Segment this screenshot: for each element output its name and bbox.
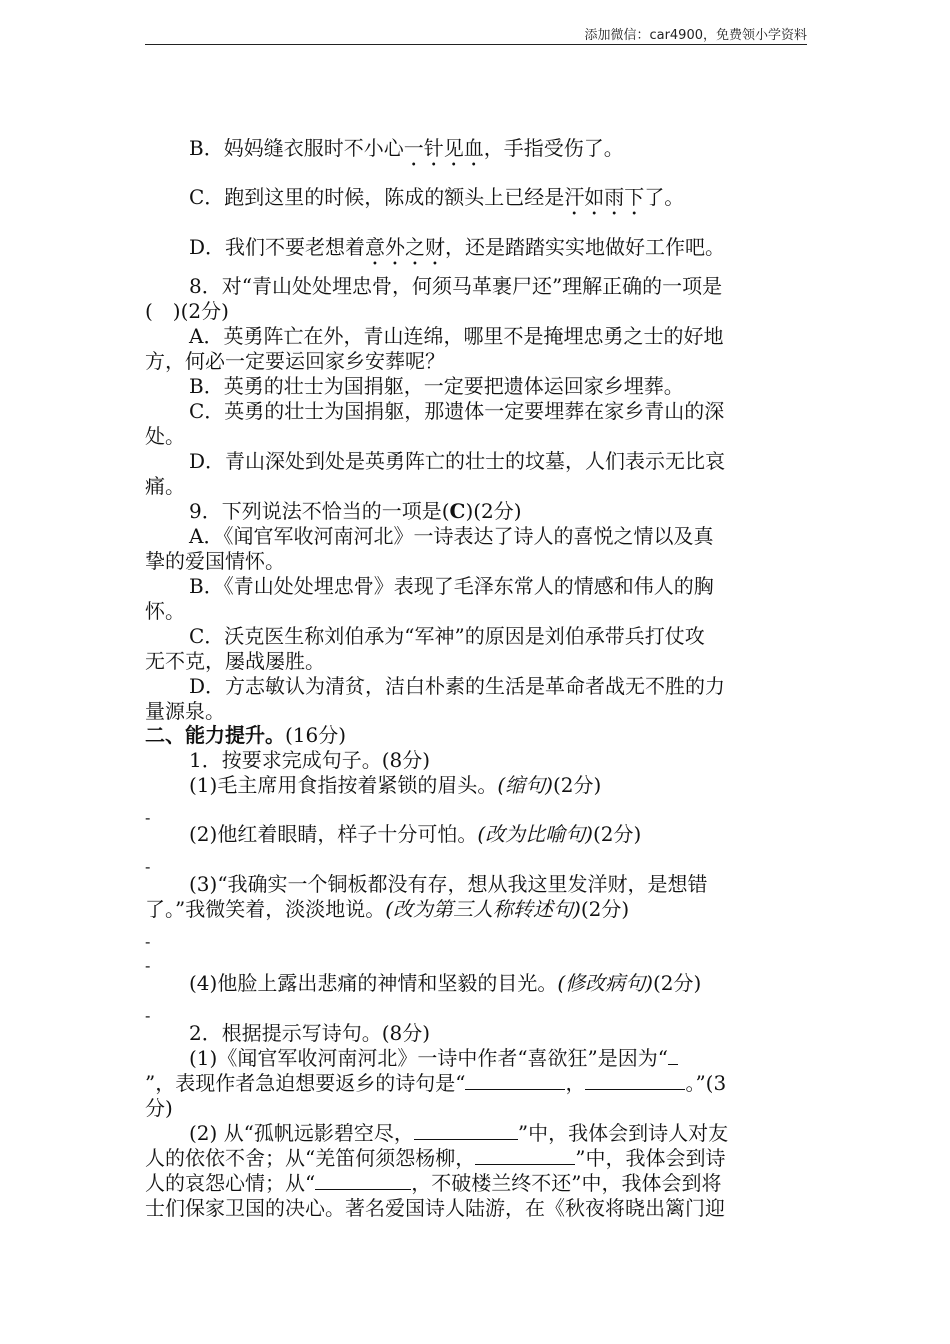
answer-line[interactable]: - <box>145 1006 151 1025</box>
emphasis-idiom-b: 一针见血 <box>403 136 484 160</box>
q2-1-sentence-1: (1)毛主席用食指按着紧锁的眉头。(缩句)(2分) <box>189 773 602 797</box>
q2-2-part-2-line-2: 人的依依不舍；从“羌笛何须怨杨柳， ”中，我体会到诗 <box>145 1146 726 1170</box>
q2-2-part-1-cont: ”，表现作者急迫想要返乡的诗句是“ ， 。”(3 <box>145 1071 727 1095</box>
q9-stem: 9．下列说法不恰当的一项是(C)(2分) <box>189 499 522 523</box>
answer-line[interactable]: - <box>145 956 151 975</box>
q2-2-part-2: (2) 从“孤帆远影碧空尽， ”中，我体会到诗人对友 <box>189 1121 729 1145</box>
q9-option-b-cont: 怀。 <box>145 599 185 623</box>
blank-field[interactable] <box>585 1071 685 1090</box>
blank-field[interactable] <box>414 1121 518 1140</box>
answer-line[interactable]: - <box>145 932 151 951</box>
q8-stem-cont: ( )(2分) <box>145 299 229 323</box>
blank-field[interactable] <box>465 1071 565 1090</box>
q9-option-b: B．《青山处处埋忠骨》表现了毛泽东常人的情感和伟人的胸 <box>189 574 714 598</box>
q9-option-c-cont: 无不克，屡战屡胜。 <box>145 649 325 673</box>
emphasis-idiom-c: 汗如雨下 <box>564 185 645 209</box>
header-text: 添加微信：car4900，免费领小学资料 <box>584 28 807 43</box>
q8-option-a-cont: 方，何必一定要运回家乡安葬呢？ <box>145 349 445 373</box>
q7-option-d: D．我们不要老想着意外之财，还是踏踏实实地做好工作吧。 <box>189 235 726 259</box>
q8-option-b: B．英勇的壮士为国捐躯，一定要把遗体运回家乡埋葬。 <box>189 374 684 398</box>
q2-1-stem: 1．按要求完成句子。(8分) <box>189 748 431 772</box>
q2-2-stem: 2．根据提示写诗句。(8分) <box>189 1021 431 1045</box>
q9-option-d: D．方志敏认为清贫，洁白朴素的生活是革命者战无不胜的力 <box>189 674 726 698</box>
q7-option-b: B．妈妈缝衣服时不小心一针见血，手指受伤了。 <box>189 136 624 160</box>
q2-2-part-1-end: 分) <box>145 1096 173 1120</box>
section-2-title: 二、能力提升。(16分) <box>145 723 347 747</box>
q9-option-c: C．沃克医生称刘伯承为“军神”的原因是刘伯承带兵打仗攻 <box>189 624 705 648</box>
answer-line[interactable]: - <box>145 857 151 876</box>
q2-2-part-1: (1)《闻官军收河南河北》一诗中作者“喜欲狂”是因为“ <box>189 1046 807 1070</box>
q8-option-d: D．青山深处到处是英勇阵亡的壮士的坟墓，人们表示无比哀 <box>189 449 726 473</box>
q2-1-sentence-2: (2)他红着眼睛，样子十分可怕。(改为比喻句)(2分) <box>189 822 642 846</box>
q2-2-part-2-line-4: 士们保家卫国的决心。著名爱国诗人陆游，在《秋夜将晓出篱门迎 <box>145 1196 725 1220</box>
q9-option-a: A．《闻官军收河南河北》一诗表达了诗人的喜悦之情以及真 <box>189 524 714 548</box>
answer-line[interactable]: - <box>145 808 151 827</box>
q2-1-sentence-3: (3)“我确实一个铜板都没有存，想从我这里发洋财，是想错 <box>189 872 708 896</box>
q2-1-sentence-3-cont: 了。”我微笑着，淡淡地说。(改为第三人称转述句)(2分) <box>145 897 630 921</box>
emphasis-idiom-d: 意外之财 <box>365 235 446 259</box>
q8-option-c: C．英勇的壮士为国捐躯，那遗体一定要埋葬在家乡青山的深 <box>189 399 725 423</box>
q8-option-d-cont: 痛。 <box>145 474 185 498</box>
q9-option-d-cont: 量源泉。 <box>145 699 225 723</box>
q8-option-c-cont: 处。 <box>145 424 185 448</box>
blank-field[interactable] <box>475 1146 575 1165</box>
q7-option-c: C．跑到这里的时候，陈成的额头上已经是汗如雨下了。 <box>189 185 685 209</box>
page-header <box>145 22 807 45</box>
q2-1-sentence-4: (4)他脸上露出悲痛的神情和坚毅的目光。(修改病句)(2分) <box>189 971 702 995</box>
q8-stem: 8．对“青山处处埋忠骨，何须马革裹尸还”理解正确的一项是 <box>189 274 723 298</box>
q9-option-a-cont: 挚的爱国情怀。 <box>145 549 285 573</box>
q8-option-a: A．英勇阵亡在外，青山连绵，哪里不是掩埋忠勇之士的好地 <box>189 324 724 348</box>
q9-answer: C <box>449 499 466 523</box>
blank-field[interactable] <box>315 1171 411 1190</box>
blank-field[interactable] <box>668 1046 678 1065</box>
q2-2-part-2-line-3: 人的哀怨心情；从“ ，不破楼兰终不还”中，我体会到将 <box>145 1171 722 1195</box>
